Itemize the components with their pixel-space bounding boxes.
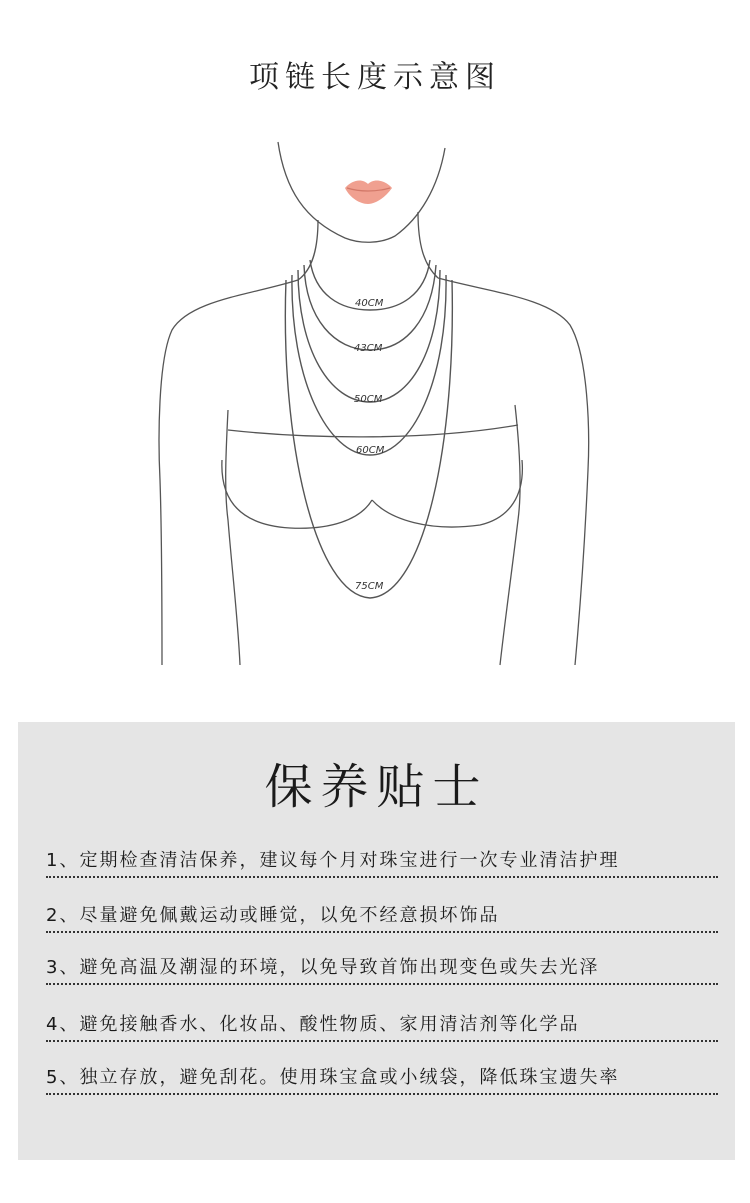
length-label-60: 60CM — [356, 445, 385, 456]
care-tips-panel — [18, 722, 735, 1160]
necklace-75cm — [285, 280, 452, 598]
shoulder-left — [159, 280, 298, 665]
length-label-40: 40CM — [355, 298, 384, 309]
length-label-75: 75CM — [355, 581, 384, 592]
care-title: 保养贴士 — [264, 759, 489, 815]
care-tip: 3、避免高温及潮湿的环境，以免导致首饰出现变色或失去光泽 — [46, 953, 718, 985]
care-tip: 1、定期检查清洁保养，建议每个月对珠宝进行一次专业清洁护理 — [46, 846, 718, 878]
neck-left — [298, 220, 318, 280]
top-line — [228, 425, 518, 437]
care-tip: 5、独立存放，避免刮花。使用珠宝盒或小绒袋，降低珠宝遗失率 — [46, 1063, 718, 1095]
necklace-length-diagram — [0, 120, 750, 680]
bust-left — [222, 460, 372, 528]
length-label-50: 50CM — [354, 394, 383, 405]
care-tip: 4、避免接触香水、化妆品、酸性物质、家用清洁剂等化学品 — [46, 1010, 718, 1042]
length-label-43: 43CM — [354, 343, 383, 354]
torso-right — [500, 405, 520, 665]
shoulder-right — [438, 278, 589, 665]
lips-icon — [345, 181, 392, 204]
torso-left — [226, 410, 240, 665]
bust-right — [372, 460, 522, 527]
care-tip: 2、尽量避免佩戴运动或睡觉，以免不经意损坏饰品 — [46, 901, 718, 933]
page-title: 项链长度示意图 — [249, 60, 501, 95]
